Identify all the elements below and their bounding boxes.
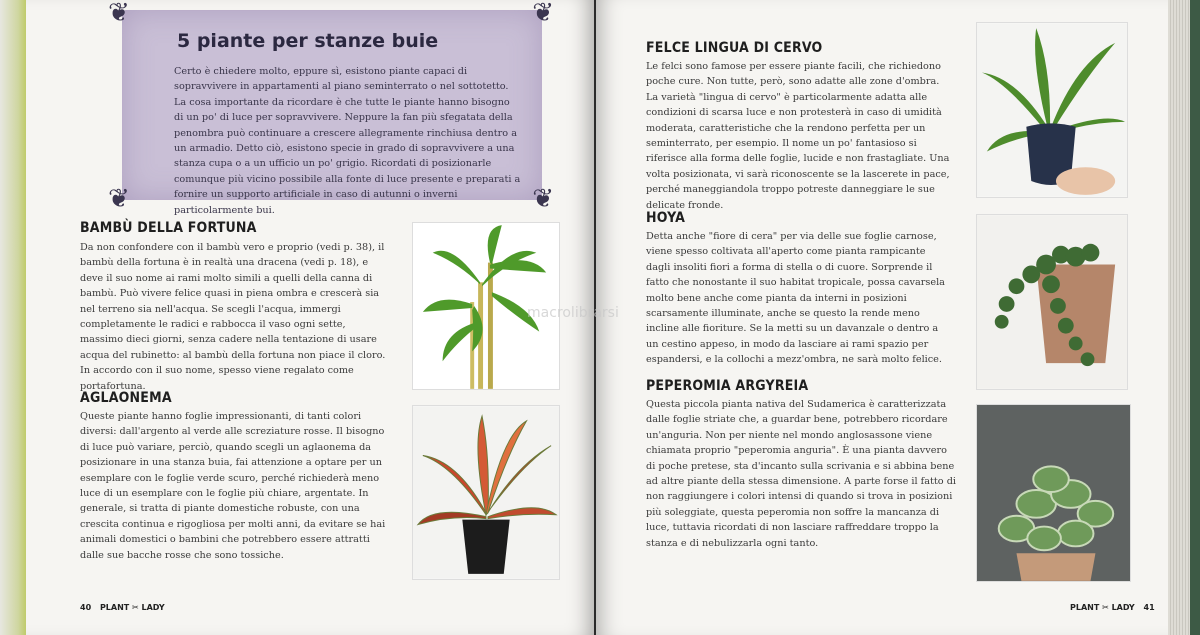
section-title-peperomia: PEPEROMIA ARGYREIA — [646, 378, 809, 394]
right-page — [596, 0, 1168, 635]
section-title-hoya: HOYA — [646, 210, 686, 226]
book-brand: PLANT ✂ LADY — [99, 603, 165, 612]
fern-plant-icon — [977, 23, 1127, 197]
section-title-bambu: BAMBÙ DELLA FORTUNA — [80, 220, 257, 236]
left-page — [26, 0, 594, 635]
peperomia-plant-icon — [977, 405, 1130, 581]
section-title-aglaonema: AGLAONEMA — [80, 390, 172, 406]
intro-box — [108, 0, 554, 216]
book-brand: PLANT ✂ LADY — [1070, 603, 1135, 612]
hoya-plant-icon — [977, 215, 1127, 389]
page-number: 41 — [1143, 603, 1155, 612]
section-text-peperomia: Questa piccola pianta nativa del Sudamerica è caratterizzata dalle foglie striate che, a guardar bene, potrebbero ricordare un'anguria. Non per niente nel mondo anglosassone viene chiamata proprio "peperomia anguria". È una pianta davvero di poche pretese, sta d'incanto sulla scrivania e si abbina bene ad altre piante della stessa dimensione. A parte forse il fatto di non raggiungere i colori intensi di quando si trova in posizioni più soleggiate, questa peperomia non soffre la mancanza di luce, tuttavia ricordati di non lasciare raffreddare troppo la stanza e di nebulizzarla ogni tanto. — [646, 399, 957, 549]
page-number: 40 — [80, 603, 92, 612]
flourish-ornament: ❦ — [532, 0, 554, 28]
section-text-felce: Le felci sono famose per essere piante facili, che richiedono poche cure. Non tutte, però, sono adatte alle zone d'ombra. La varietà "lingua di cervo" è particolarmente adatta alle condizioni di scarsa luce e non protesterà in caso di umidità moderata, caratteristiche che la rendono perfetta per un seminterrato, per esempio. Il nome un po' fantasioso si riferisce alla forma delle foglie, lucide e non frastagliate. Una volta posizionata, vi sarà riconoscente se la lascerete in pace, perché maneggiandola troppo potreste danneggiare le sue delicate fronde. — [646, 61, 950, 211]
left-page-edge — [0, 0, 26, 635]
intro-text: Certo è chiedere molto, eppure sì, esistono piante capaci di sopravvivere in appartamenti al piano seminterrato o nel sottotetto. La cosa importante da ricordare è che tutte le piante hanno bisogno di un po' di luce per sopravvivere. Neppure la fan più sfegatata della penombra può continuare a crescere allegramente rinchiusa dentro a un armadio. Detto ciò, esistono specie in grado di sopravvivere a una stanza cupa o a un ufficio un po' grigio. Ricordati di posizionarle comunque più vicino possibile alla fonte di luce presente e preparati a fornire un supporto artificiale in caso di autunni o inverni particolarmente bui. — [174, 66, 521, 216]
peperomia-photo — [976, 404, 1131, 582]
watermark: macrolibrarsi — [527, 305, 619, 321]
section-text-aglaonema: Queste piante hanno foglie impressionanti, di tanti colori diversi: dall'argento al verde alle screziature rosse. Il bisogno di luce può variare, perciò, quando scegli un aglaonema da posizionare in una stanza buia, fai attenzione a optare per un esemplare con le foglie verde scuro, perché richiederà meno luce di un esemplare con le foglie più chiare, argentate. In generale, si tratta di piante domestiche robuste, con una crescita continua e rigogliosa per molti anni, da evitare se hai animali domestici o bambini che potrebbero essere attratti dalle sue bacche rosse che sono tossiche. — [80, 411, 386, 561]
right-page-edge — [1168, 0, 1200, 635]
felce-photo — [976, 22, 1128, 198]
flourish-ornament: ❦ — [108, 184, 130, 214]
intro-title: 5 piante per stanze buie — [177, 30, 439, 52]
flourish-ornament: ❦ — [108, 0, 130, 28]
aglaonema-photo — [412, 405, 560, 580]
footer-right — [1070, 603, 1155, 612]
section-text-hoya: Detta anche "fiore di cera" per via delle sue foglie carnose, viene spesso coltivata all'aperto come pianta rampicante dagli insoliti fiori a forma di stella o di cuore. Sorprende il fatto che nonostante il suo habitat tropicale, possa cavarsela molto bene anche come pianta da interni in posizioni scarsamente illuminate, anche se questo la rende meno incline alle fioriture. Se la metti su un davanzale o dentro a un cestino appeso, in modo da lasciare ai rami spazio per espandersi, e la collochi a mezz'ombra, ne sarà molto felice. — [646, 231, 945, 366]
hoya-photo — [976, 214, 1128, 390]
section-text-bambu: Da non confondere con il bambù vero e proprio (vedi p. 38), il bambù della fortuna è in realtà una dracena (vedi p. 18), e deve il suo nome ai rami molto simili a quelli della canna di bambù. Può vivere felice quasi in piena ombra e crescerà sia nel terreno sia nell'acqua. Se scegli l'acqua, immergi completamente le radici e rabbocca il vaso ogni sette, massimo dieci giorni, senza cadere nella tentazione di usare acqua del rubinetto: al bambù della fortuna non piace il cloro. In accordo con il suo nome, spesso viene regalato come portafortuna. — [80, 242, 386, 392]
aglaonema-plant-icon — [413, 406, 559, 579]
footer-left — [80, 603, 165, 612]
flourish-ornament: ❦ — [532, 184, 554, 214]
section-title-felce: FELCE LINGUA DI CERVO — [646, 40, 823, 56]
